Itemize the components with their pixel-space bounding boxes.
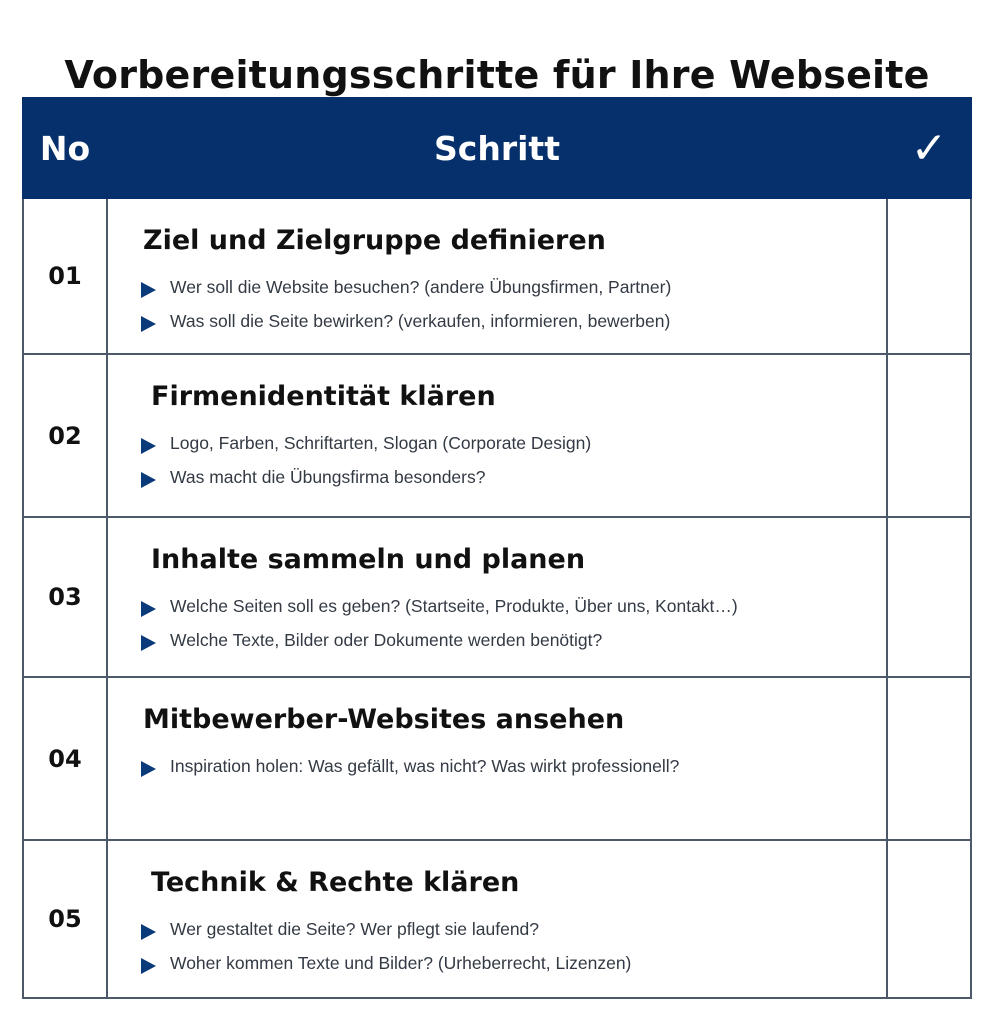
step-content (107, 517, 887, 677)
bullet-text: Was macht die Übungsfirma besonders? (170, 467, 486, 487)
step-content (107, 840, 887, 998)
bullet-text: Logo, Farben, Schriftarten, Slogan (Corporate Design) (170, 433, 592, 453)
header-step: Schritt (107, 98, 887, 198)
list-item (141, 270, 886, 304)
header-no: No (23, 98, 107, 198)
bullet-list (108, 749, 886, 783)
step-title: Technik & Rechte klären (151, 867, 520, 898)
bullet-text: Welche Seiten soll es geben? (Startseite, Produkte, Über uns, Kontakt…) (170, 596, 738, 616)
step-number: 03 (23, 517, 107, 677)
bullet-list (108, 426, 886, 494)
page-title: Vorbereitungsschritte für Ihre Webseite (64, 53, 930, 98)
table-header-row (23, 98, 971, 198)
arrow-right-icon (141, 601, 156, 617)
bullet-text: Inspiration holen: Was gefällt, was nicht? Was wirkt professionell? (170, 756, 680, 776)
step-number: 05 (23, 840, 107, 998)
step-content (107, 198, 887, 354)
checkbox-cell[interactable] (887, 840, 971, 998)
list-item (141, 946, 886, 980)
steps-table (22, 97, 972, 999)
list-item (141, 460, 886, 494)
list-item (141, 749, 886, 783)
arrow-right-icon (141, 472, 156, 488)
arrow-right-icon (141, 438, 156, 454)
header-check-icon: ✓ (887, 98, 971, 198)
step-title: Ziel und Zielgruppe definieren (143, 225, 606, 256)
bullet-text: Wer soll die Website besuchen? (andere Übungsfirmen, Partner) (170, 277, 672, 297)
list-item (141, 912, 886, 946)
arrow-right-icon (141, 761, 156, 777)
step-number: 01 (23, 198, 107, 354)
step-title: Firmenidentität klären (151, 381, 496, 412)
list-item (141, 304, 886, 338)
step-content (107, 354, 887, 517)
bullet-list (108, 589, 886, 657)
arrow-right-icon (141, 635, 156, 651)
list-item (141, 623, 886, 657)
list-item (141, 426, 886, 460)
bullet-text: Was soll die Seite bewirken? (verkaufen, informieren, bewerben) (170, 311, 671, 331)
bullet-list (108, 270, 886, 338)
list-item (141, 589, 886, 623)
bullet-text: Welche Texte, Bilder oder Dokumente werden benötigt? (170, 630, 603, 650)
table-row (23, 198, 971, 354)
bullet-text: Woher kommen Texte und Bilder? (Urheberrecht, Lizenzen) (170, 953, 632, 973)
step-title: Inhalte sammeln und planen (151, 544, 586, 575)
step-title: Mitbewerber-Websites ansehen (143, 704, 625, 735)
arrow-right-icon (141, 316, 156, 332)
bullet-list (108, 912, 886, 980)
step-content (107, 677, 887, 840)
step-number: 04 (23, 677, 107, 840)
arrow-right-icon (141, 958, 156, 974)
checkbox-cell[interactable] (887, 677, 971, 840)
table-row (23, 677, 971, 840)
arrow-right-icon (141, 282, 156, 298)
step-number: 02 (23, 354, 107, 517)
table-row (23, 840, 971, 998)
bullet-text: Wer gestaltet die Seite? Wer pflegt sie laufend? (170, 919, 540, 939)
checkbox-cell[interactable] (887, 517, 971, 677)
table-row (23, 354, 971, 517)
arrow-right-icon (141, 924, 156, 940)
checkbox-cell[interactable] (887, 354, 971, 517)
table-row (23, 517, 971, 677)
checkbox-cell[interactable] (887, 198, 971, 354)
